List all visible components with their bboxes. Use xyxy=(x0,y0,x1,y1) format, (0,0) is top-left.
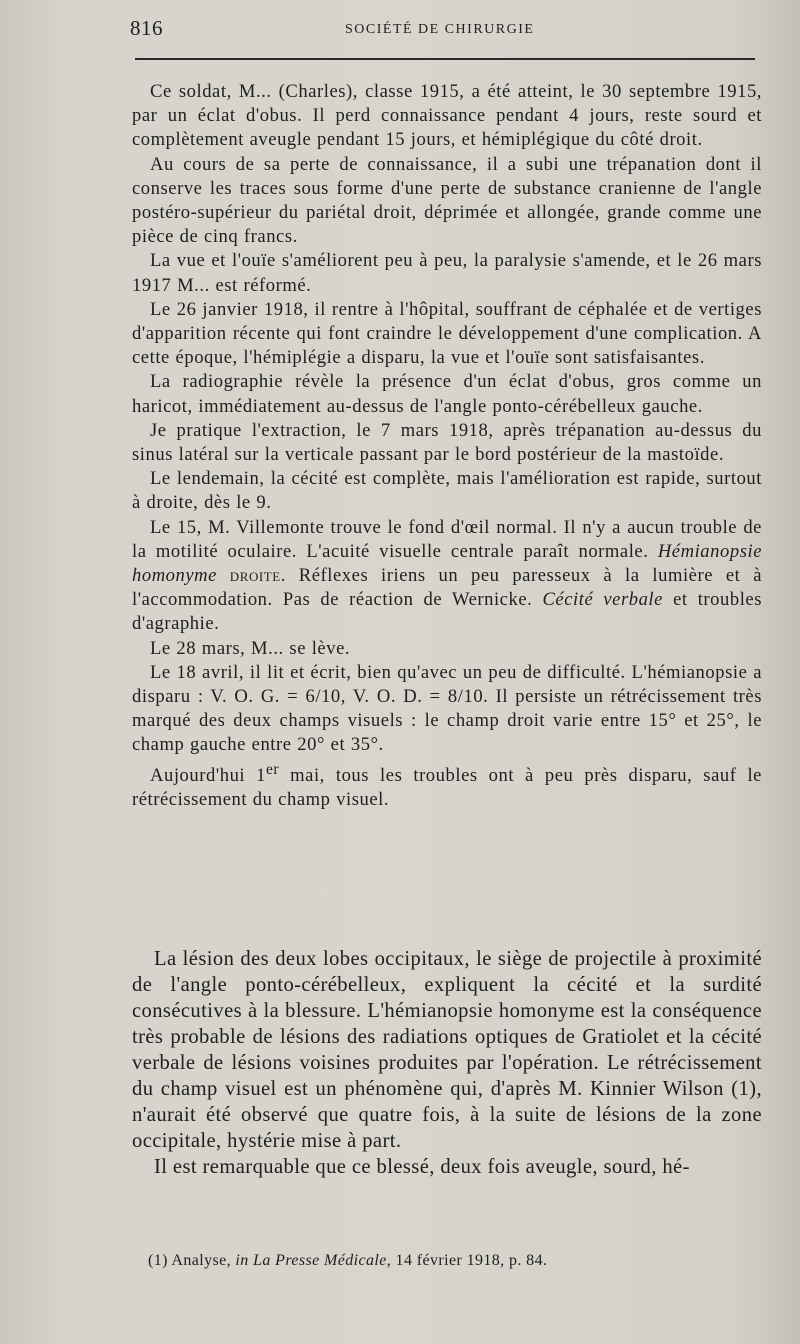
running-head xyxy=(130,12,760,48)
header-rule xyxy=(135,58,755,60)
footnote-rest: , 14 février 1918, p. 84. xyxy=(386,1252,548,1269)
footnote-marker: (1) Analyse, xyxy=(148,1252,236,1269)
discussion-paragraph: La lésion des deux lobes occipitaux, le siège de projectile à proximité de l'angle ponto-cérébelleux, expliquent la cécité et la surdité consécutives à la blessure. L'hémianopsie homonyme est la conséquence très probable de lésions des radiations optiques de Gratiolet et la cécité verbale de lésions voisines produites par l'opération. Le rétrécissement du champ visuel est un phénomène qui, d'après M. Kinnier Wilson (1), n'aurait été observé que quatre fois, à la suite de lésions de la zone occipitale, hystérie mise à part. xyxy=(132,948,762,1152)
discussion xyxy=(132,946,762,1180)
text-run: . Réflexes iriens un peu paresseux à la lumière et à l'accommodation. Pas de réaction de Wernicke. xyxy=(132,565,762,611)
case-paragraph: Au cours de sa perte de connaissance, il a subi une trépanation dont il conserve les traces sous forme d'une perte de substance cranienne de l'angle postéro-supérieur du pariétal droit, déprimée et allongée, grande comme une pièce de cinq francs. xyxy=(132,153,762,248)
italic-term-hemianopsie: Hémianopsie homonyme xyxy=(132,540,762,587)
superscript: er xyxy=(265,760,280,778)
text-run: Aujourd'hui 1 xyxy=(150,764,266,786)
discussion-paragraph: Il est remarquable que ce blessé, deux fois aveugle, sourd, hé- xyxy=(154,1156,690,1178)
case-paragraph: Ce soldat, M... (Charles), classe 1915, a été atteint, le 30 septembre 1915, par un éclat d'obus. Il perd connaissance pendant 4 jours, reste sourd et complètement aveugle pendant 15 jours, et hémiplégique du côté droit. xyxy=(132,81,762,151)
italic-term-cecite: Cécité verbale xyxy=(542,589,663,611)
case-paragraph: Le 28 mars, M... se lève. xyxy=(150,637,351,659)
case-paragraph: Le 26 janvier 1918, il rentre à l'hôpital, souffrant de céphalée et de vertiges d'apparition récente qui font craindre le développement d'une complication. A cette époque, l'hémiplégie a disparu, la vue et l'ouïe sont satisfaisantes. xyxy=(132,298,762,369)
footnote xyxy=(148,1250,758,1272)
case-paragraph: La radiographie révèle la présence d'un éclat d'obus, gros comme un haricot, immédiatement au-dessus de l'angle ponto-cérébelleux gauche. xyxy=(132,371,762,417)
footnote-in: in xyxy=(235,1252,249,1269)
case-report xyxy=(132,80,762,812)
text-run: Le 15, M. Villemonte trouve le fond d'œil normal. Il n'y a aucun trouble de la motilité oculaire. L'acuité visuelle centrale paraît normale. xyxy=(132,516,762,562)
running-title: SOCIÉTÉ DE CHIRURGIE xyxy=(345,22,535,37)
case-paragraph: La vue et l'ouïe s'améliorent peu à peu, la paralysie s'amende, et le 26 mars 1917 M... est réformé. xyxy=(132,250,762,296)
case-paragraph: Je pratique l'extraction, le 7 mars 1918, après trépanation au-dessus du sinus latéral sur la verticale passant par le bord postérieur de la mastoïde. xyxy=(132,419,762,466)
case-paragraph: Le lendemain, la cécité est complète, mais l'amélioration est rapide, surtout à droite, dès le 9. xyxy=(132,468,762,514)
case-paragraph xyxy=(132,516,762,637)
footnote-journal: La Presse Médicale xyxy=(253,1252,387,1269)
page-number: 816 xyxy=(130,16,163,40)
case-paragraph xyxy=(132,758,762,813)
text-run: mai, tous les troubles ont à peu près disparu, sauf le rétrécissement du champ visuel. xyxy=(132,764,762,811)
smallcaps-term-droite: droite xyxy=(229,565,281,587)
text-run: et troubles d'agraphie. xyxy=(132,589,763,635)
case-paragraph: Le 18 avril, il lit et écrit, bien qu'avec un peu de difficulté. L'hémianopsie a disparu : V. O. G. = 6/10, V. O. D. = 8/10. Il persiste un rétrécissement très marqué des deux champs visuels : le champ droit varie entre 15° et 25°, le champ gauche entre 20° et 35°. xyxy=(132,661,762,756)
